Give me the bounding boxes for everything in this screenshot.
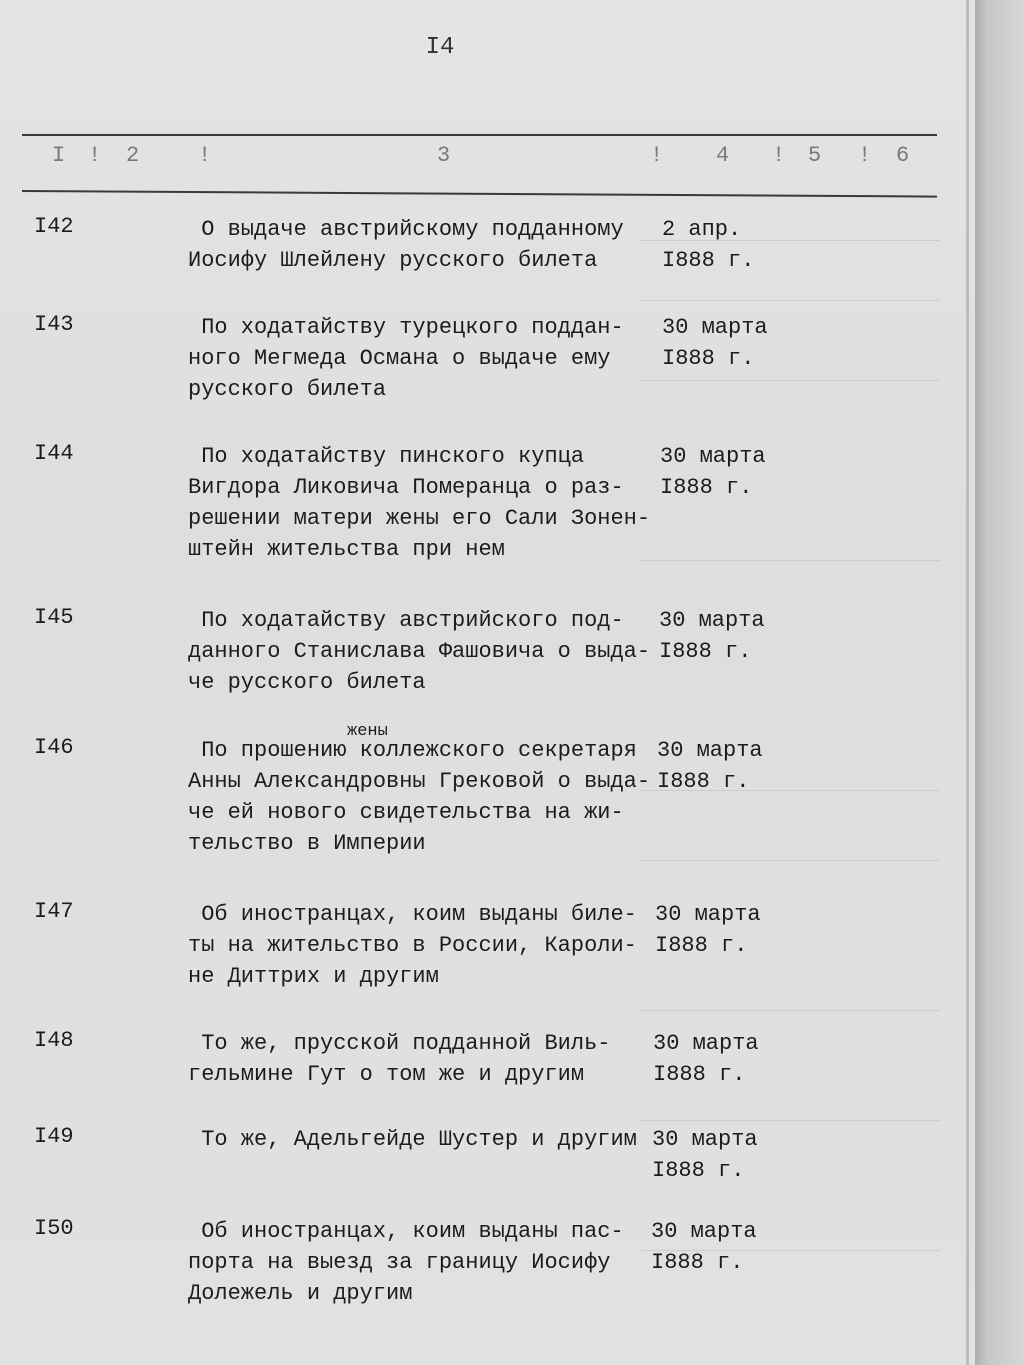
entry-description: То же, прусской подданной Виль- гельмине Гут о том же и другим [188,1031,611,1087]
column-header-row [0,143,975,183]
header-rule-top [22,134,937,136]
column-separator: ! [772,143,786,168]
entry-description: Об иностранцах, коим выданы пас- порта на выезд за границу Иосифу Долежель и другим [188,1219,624,1306]
entry-date: 30 марта I888 г. [660,444,766,500]
entry-number: I45 [34,605,74,630]
entry-date: 30 марта I888 г. [655,902,761,958]
column-separator: ! [88,143,102,168]
column-header-2: 2 [126,143,140,168]
bleed-through-line [640,1010,940,1011]
column-header-1: I [52,143,66,168]
handwritten-insertion: жены [347,722,388,741]
page-fold-line [966,0,969,1365]
entry-number: I43 [34,312,74,337]
header-rule-bottom [22,190,937,198]
entry-number: I49 [34,1124,74,1149]
bleed-through-line [640,560,940,561]
entry-number: I46 [34,735,74,760]
entry-date: 30 марта I888 г. [651,1219,757,1275]
entry-number: I44 [34,441,74,466]
entry-date: 30 марта I888 г. [662,315,768,371]
entry-number: I42 [34,214,74,239]
bleed-through-line [640,300,940,301]
page-number: I4 [425,34,455,61]
entry-description: По прошению коллежского секретаря Анны Александровны Грековой о выда- че ей нового свидетельства на жи- тельство в Империи [188,738,651,856]
column-header-4: 4 [716,143,730,168]
column-separator: ! [650,143,664,168]
entry-description: По ходатайству пинского купца Вигдора Ликовича Померанца о раз- решении матери жены его Сали Зонен- штейн жительства при нем [188,444,651,562]
entry-date: 30 марта I888 г. [659,608,765,664]
entry-description: Об иностранцах, коим выданы биле- ты на жительство в России, Кароли- не Диттрих и другим [188,902,637,989]
column-header-5: 5 [808,143,822,168]
entry-number: I50 [34,1216,74,1241]
entry-description: По ходатайству австрийского под- данного Станислава Фашовича о выда- че русского билета [188,608,651,695]
column-separator: ! [198,143,212,168]
bleed-through-line [640,860,940,861]
entry-description: О выдаче австрийскому подданному Иосифу Шлейлену русского билета [188,217,624,273]
column-separator: ! [858,143,872,168]
entry-date: 2 апр. I888 г. [662,217,755,273]
column-header-3: 3 [437,143,451,168]
entry-date: 30 марта I888 г. [652,1127,758,1183]
entry-date: 30 марта I888 г. [653,1031,759,1087]
entry-description: По ходатайству турецкого поддан- ного Мегмеда Османа о выдаче ему русского билета [188,315,624,402]
entry-description: То же, Адельгейде Шустер и другим [188,1127,637,1152]
entry-number: I47 [34,899,74,924]
bleed-through-line [640,1120,940,1121]
entry-date: 30 марта I888 г. [657,738,763,794]
binding-edge [975,0,1024,1365]
entry-number: I48 [34,1028,74,1053]
column-header-6: 6 [896,143,910,168]
bleed-through-line [640,380,940,381]
